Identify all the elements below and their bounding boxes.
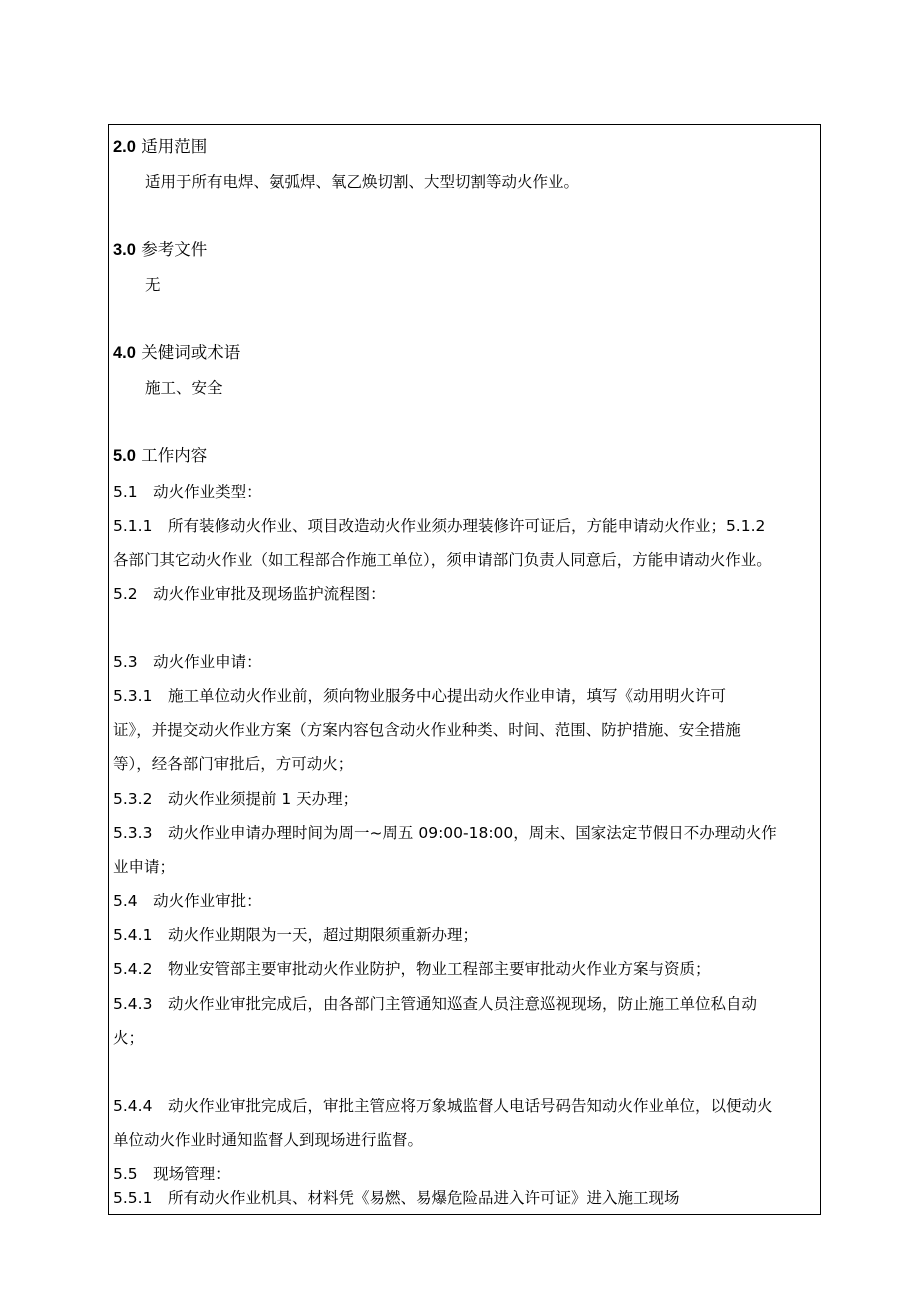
paragraph-line: 5.4.2 物业安管部主要审批动火作业防护，物业工程部主要审批动火作业方案与资质； xyxy=(113,960,711,978)
paragraph-line: 火； xyxy=(113,1029,145,1047)
section-5-heading: 5.0 工作内容 xyxy=(113,446,208,465)
section-4-body: 施工、安全 xyxy=(145,379,223,397)
paragraph-line: 证》，并提交动火作业方案（方案内容包含动火作业种类、时间、范围、防护措施、安全措施 xyxy=(113,721,741,739)
section-3-heading: 3.0 参考文件 xyxy=(113,240,208,259)
paragraph-line: 5.1 动火作业类型： xyxy=(113,483,262,501)
section-2-heading: 2.0 适用范围 xyxy=(113,137,208,156)
paragraph-line: 单位动火作业时通知监督人到现场进行监督。 xyxy=(113,1131,424,1149)
paragraph-line: 5.2 动火作业审批及现场监护流程图： xyxy=(113,585,386,603)
paragraph-line: 5.3.1 施工单位动火作业前，须向物业服务中心提出动火作业申请，填写《动用明火许可 xyxy=(113,687,726,705)
paragraph-line: 5.5 现场管理： xyxy=(113,1165,231,1183)
paragraph-line: 5.4.3 动火作业审批完成后，由各部门主管通知巡查人员注意巡视现场，防止施工单位私自动 xyxy=(113,995,757,1013)
paragraph-line: 业申请； xyxy=(113,858,176,876)
document-frame xyxy=(108,124,821,1215)
paragraph-line: 5.1.1 所有装修动火作业、项目改造动火作业须办理装修许可证后，方能申请动火作业；5.1.2 xyxy=(113,517,766,535)
paragraph-line: 等），经各部门审批后，方可动火； xyxy=(113,755,354,773)
paragraph-line: 5.3.2 动火作业须提前 1 天办理； xyxy=(113,790,359,808)
paragraph-line: 5.3.3 动火作业申请办理时间为周一~周五 09:00-18:00，周末、国家法定节假日不办理动火作 xyxy=(113,824,777,842)
section-2-body: 适用于所有电焊、氨弧焊、氧乙焕切割、大型切割等动火作业。 xyxy=(145,173,580,191)
paragraph-line: 5.4.4 动火作业审批完成后，审批主管应将万象城监督人电话号码告知动火作业单位，以便动火 xyxy=(113,1097,773,1115)
section-4-heading: 4.0 关健词或术语 xyxy=(113,343,241,362)
paragraph-line: 5.4 动火作业审批： xyxy=(113,892,262,910)
section-3-body: 无 xyxy=(145,276,161,294)
paragraph-line: 5.5.1 所有动火作业机具、材料凭《易燃、易爆危险品进入许可证》进入施工现场 xyxy=(113,1189,680,1207)
paragraph-line: 5.4.1 动火作业期限为一天，超过期限须重新办理； xyxy=(113,926,478,944)
paragraph-line: 各部门其它动火作业（如工程部合作施工单位），须申请部门负责人同意后，方能申请动火作业。 xyxy=(113,551,772,569)
paragraph-line: 5.3 动火作业申请： xyxy=(113,653,262,671)
